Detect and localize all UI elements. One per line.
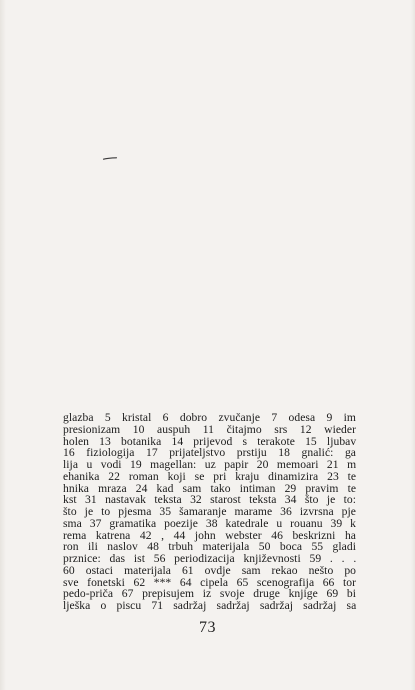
page-number: 73 xyxy=(199,619,216,636)
contents-line: hnika mraza 24 kad sam tako intiman 29 pravim te xyxy=(63,481,357,495)
contents-line: sma 37 gramatika poezije 38 katedrale u rouanu 39 k xyxy=(63,516,356,530)
page-edge-shadow-right xyxy=(411,0,415,690)
page-edge-shadow-left xyxy=(0,0,6,690)
contents-line: kst 31 nastavak teksta 32 starost teksta 34 što je to: xyxy=(63,493,357,507)
contents-line: sve fonetski 62 *** 64 cipela 65 scenografija 66 tor xyxy=(63,575,356,589)
contents-line: presionizam 10 auspuh 11 čitajmo srs 12 wieder xyxy=(63,422,356,436)
contents-line: glazba 5 kristal 6 dobro zvučanje 7 odesa 9 im xyxy=(63,411,356,424)
contents-line: 60 ostaci materijala 61 ovdje sam rekao nešto po xyxy=(63,563,357,577)
contents-line: lija u vodi 19 magellan: uz papir 20 memoari 21 m xyxy=(63,458,357,471)
contents-line: pedo-priča 67 prepisujem iz svoje druge knjige 69 bi xyxy=(63,587,356,601)
contents-line: ehanika 22 roman koji se pri kraju dinamizira 23 te xyxy=(63,469,357,483)
table-of-contents-text xyxy=(63,412,356,612)
stray-ink-mark xyxy=(103,157,117,160)
contents-line: prznice: das ist 56 periodizacija književnosti 59 . . . xyxy=(63,552,357,565)
contents-line: ron ili naslov 48 trbuh materijala 50 boca 55 gladi xyxy=(63,540,356,554)
contents-line: što je to pjesma 35 šamaranje marame 36 izvrsna pje xyxy=(63,505,356,518)
contents-line: rema katrena 42 , 44 john webster 46 beskrizni ha xyxy=(63,528,356,542)
contents-line: 16 fiziologija 17 prijateljstvo prstiju 18 gnalić: ga xyxy=(63,446,356,460)
contents-line: lješka o piscu 71 sadržaj sadržaj sadržaj sadržaj sa xyxy=(63,599,357,612)
contents-line: holen 13 botanika 14 prijevod s terakote 15 ljubav xyxy=(63,434,357,448)
